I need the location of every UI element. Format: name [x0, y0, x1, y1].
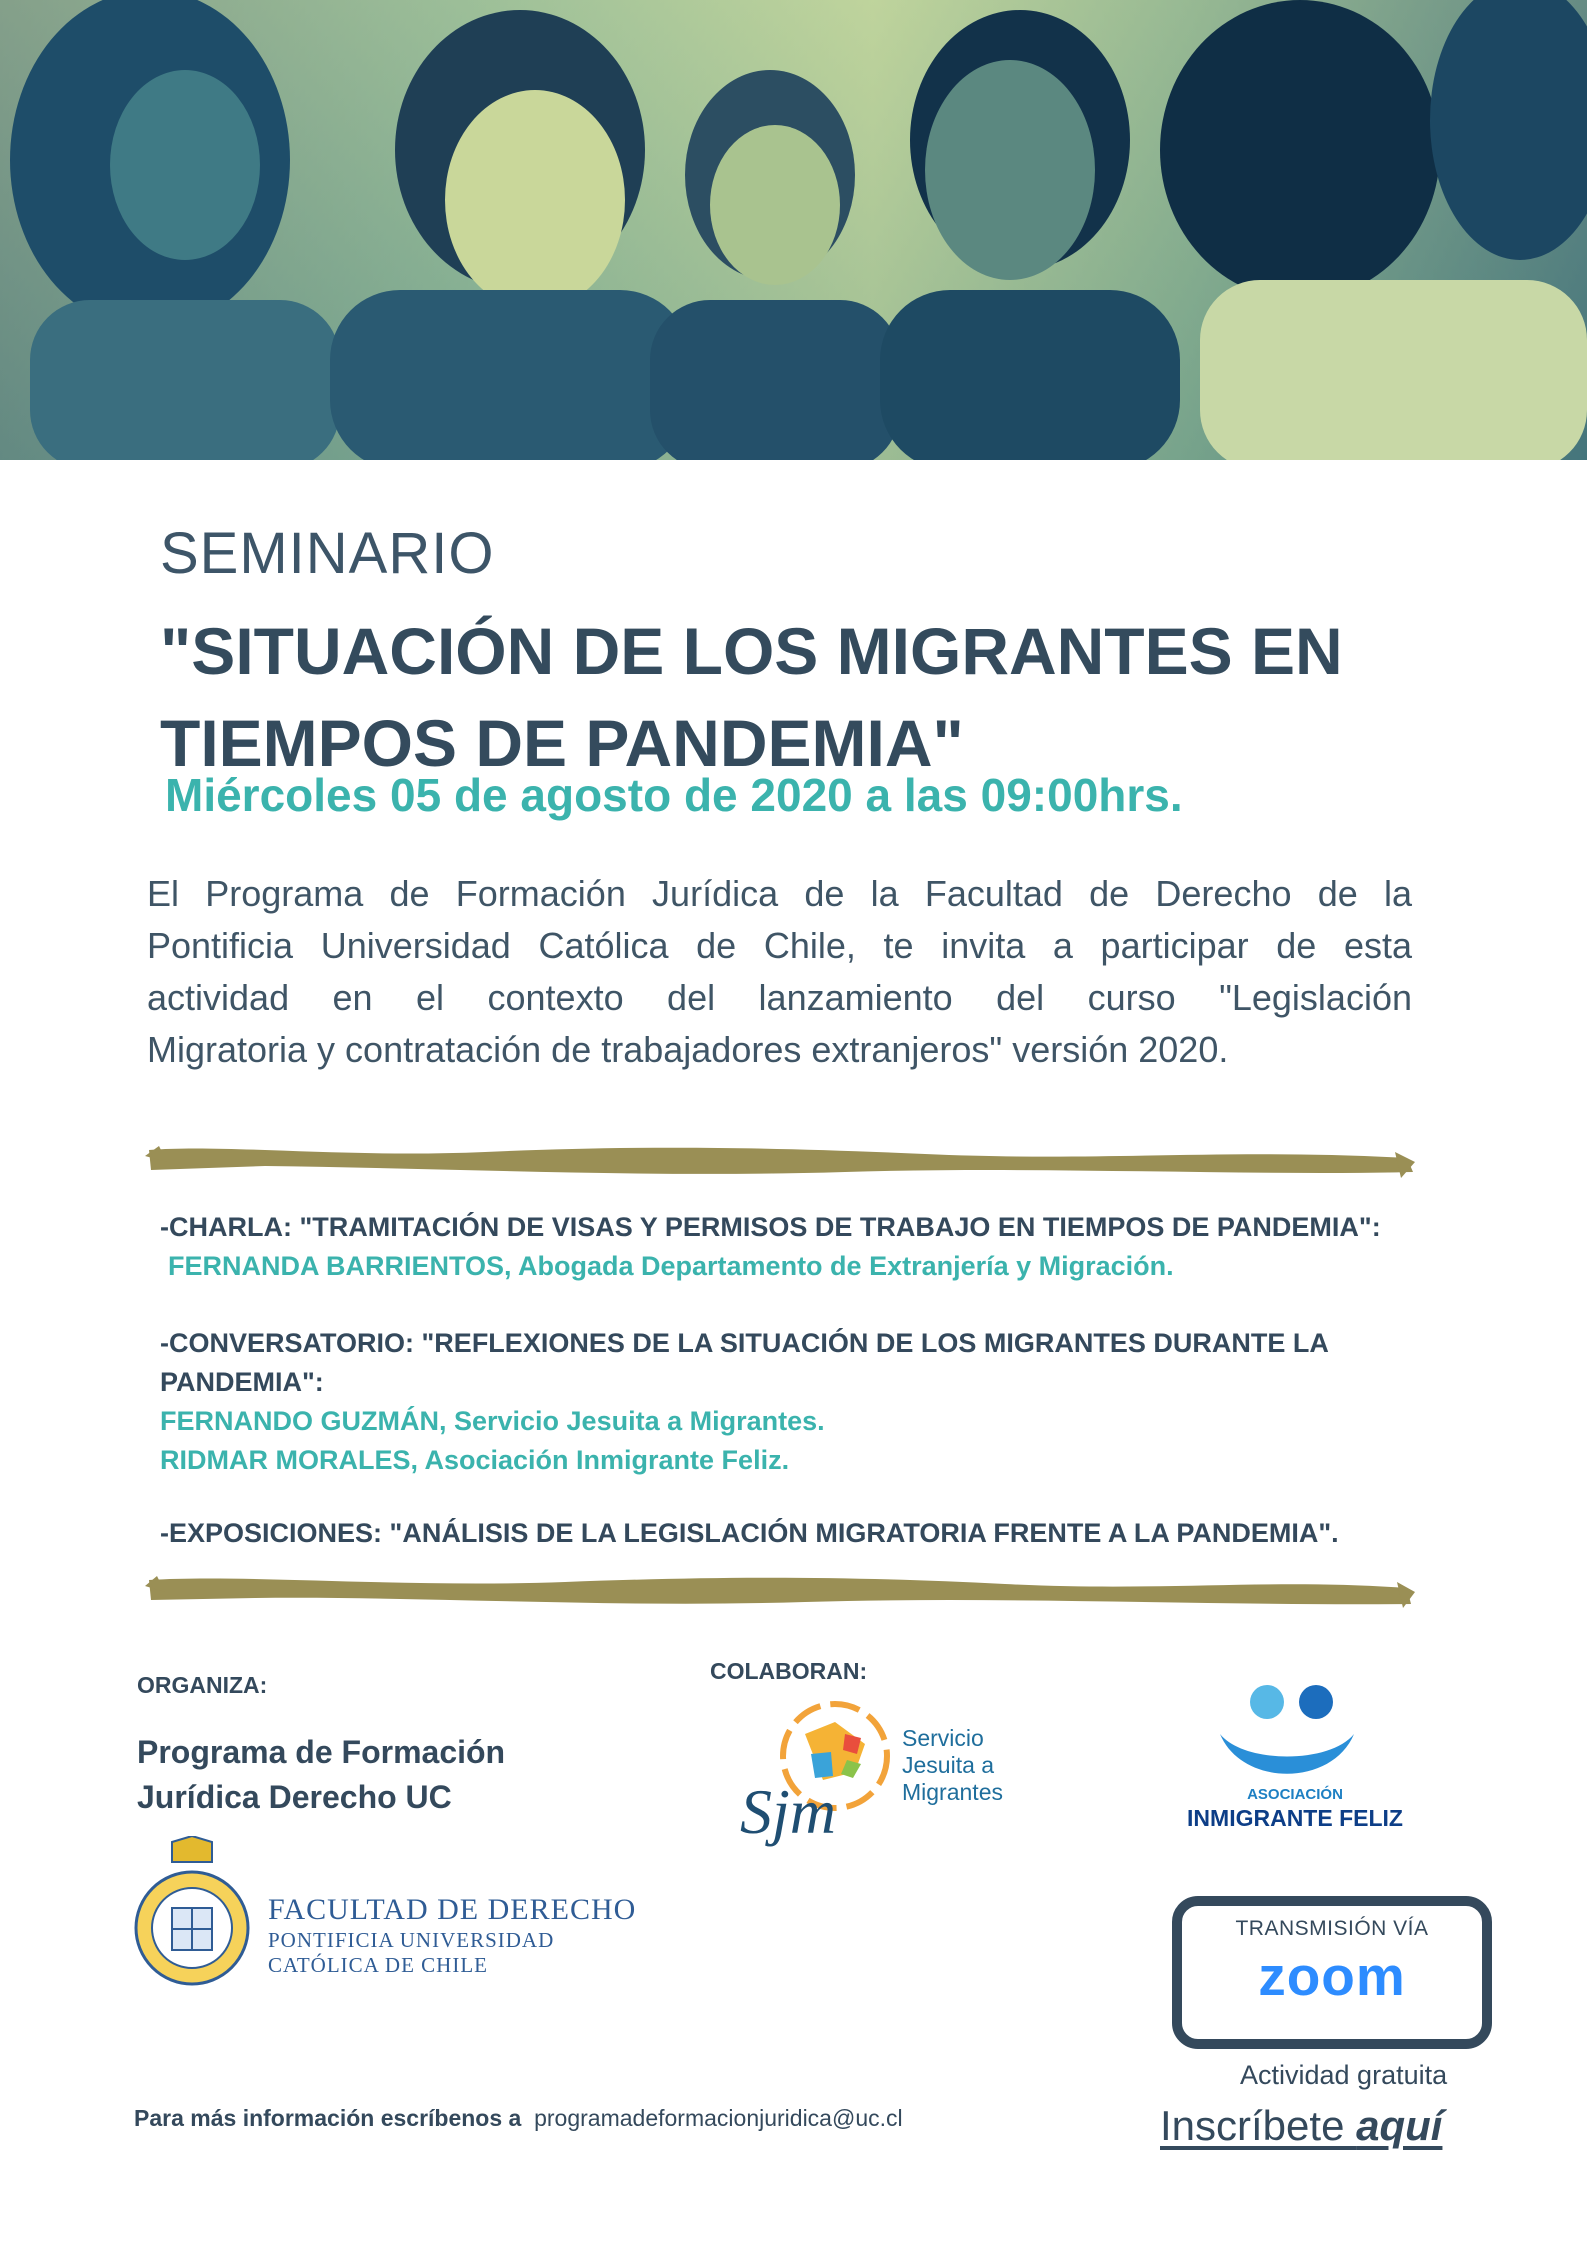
zoom-logo-icon: zoom	[1258, 1945, 1406, 2007]
sjm-mark: Sjm	[740, 1776, 836, 1847]
organiza-label: ORGANIZA:	[137, 1672, 268, 1698]
aif-name: INMIGRANTE FELIZ	[1187, 1805, 1403, 1831]
register-prefix: Inscríbete	[1160, 2102, 1357, 2149]
contact-prefix: Para más información escríbenos a	[134, 2105, 522, 2131]
sjm-name-line3: Migrantes	[902, 1779, 1003, 1805]
free-activity-text: Actividad gratuita	[1240, 2060, 1448, 2090]
zoom-label: TRANSMISIÓN VÍA	[1235, 1917, 1429, 1940]
faculty-subtitle	[268, 1928, 554, 1978]
conversatorio-title-line1: -CONVERSATORIO: "REFLEXIONES DE LA SITUACIÓN DE LOS MIGRANTES DURANTE LA	[160, 1328, 1329, 1358]
intro-line1: El Programa de Formación Jurídica de la Facultad de Derecho de la	[147, 873, 1412, 914]
hero-photo-illustration	[0, 0, 1587, 460]
charla-speaker: FERNANDA BARRIENTOS, Abogada Departamento de Extranjería y Migración.	[168, 1251, 1174, 1281]
charla-title: -CHARLA: "TRAMITACIÓN DE VISAS Y PERMISOS DE TRABAJO EN TIEMPOS DE PANDEMIA":	[160, 1212, 1381, 1242]
inmigrante-feliz-logo-icon	[1212, 1682, 1362, 1787]
contact-footer	[134, 2105, 903, 2132]
register-link[interactable]	[1160, 2102, 1442, 2150]
program-exposiciones	[160, 1514, 1420, 1553]
intro-line4: Migratoria y contratación de trabajadores extranjeros" versión 2020.	[147, 1029, 1229, 1070]
seminar-title	[160, 605, 1410, 789]
uc-seal-icon	[132, 1836, 252, 1994]
sjm-name-line1: Servicio	[902, 1725, 984, 1751]
program-charla	[160, 1208, 1420, 1286]
sjm-name-line2: Jesuita a	[902, 1752, 995, 1778]
conversatorio-speaker1: FERNANDO GUZMÁN, Servicio Jesuita a Migrantes.	[160, 1406, 825, 1436]
colaboran-label: COLABORAN:	[710, 1658, 868, 1684]
brush-divider-bottom	[145, 1570, 1417, 1610]
seminar-kicker: SEMINARIO	[160, 521, 495, 586]
organizer-name-line2: Jurídica Derecho UC	[137, 1779, 452, 1815]
conversatorio-title-line2: PANDEMIA":	[160, 1367, 324, 1397]
register-link-word[interactable]: aquí	[1356, 2102, 1443, 2149]
intro-line2: Pontificia Universidad Católica de Chile, te invita a participar de esta	[147, 925, 1412, 966]
sjm-name	[902, 1725, 1003, 1806]
conversatorio-speaker2: RIDMAR MORALES, Asociación Inmigrante Feliz.	[160, 1445, 790, 1475]
program-conversatorio	[160, 1324, 1420, 1480]
organizer-name	[137, 1730, 505, 1820]
exposiciones-title: -EXPOSICIONES: "ANÁLISIS DE LA LEGISLACIÓN MIGRATORIA FRENTE A LA PANDEMIA".	[160, 1518, 1339, 1548]
faculty-title: FACULTAD DE DERECHO	[268, 1893, 637, 1926]
organizer-name-line1: Programa de Formación	[137, 1734, 506, 1770]
faculty-subtitle-line1: PONTIFICIA UNIVERSIDAD	[268, 1928, 555, 1952]
seminar-title-line2: TIEMPOS DE PANDEMIA"	[160, 706, 964, 780]
faculty-subtitle-line2: CATÓLICA DE CHILE	[268, 1953, 488, 1977]
intro-line3: actividad en el contexto del lanzamiento del curso "Legislación	[147, 977, 1412, 1018]
seminar-title-line1: "SITUACIÓN DE LOS MIGRANTES EN	[160, 614, 1343, 688]
intro-paragraph	[147, 868, 1412, 1076]
contact-email[interactable]: programadeformacionjuridica@uc.cl	[534, 2105, 903, 2131]
hero-photo	[0, 0, 1587, 460]
brush-divider-top	[145, 1142, 1417, 1182]
seminar-date: Miércoles 05 de agosto de 2020 a las 09:00hrs.	[165, 769, 1183, 821]
aif-small-label: ASOCIACIÓN	[1247, 1786, 1343, 1803]
